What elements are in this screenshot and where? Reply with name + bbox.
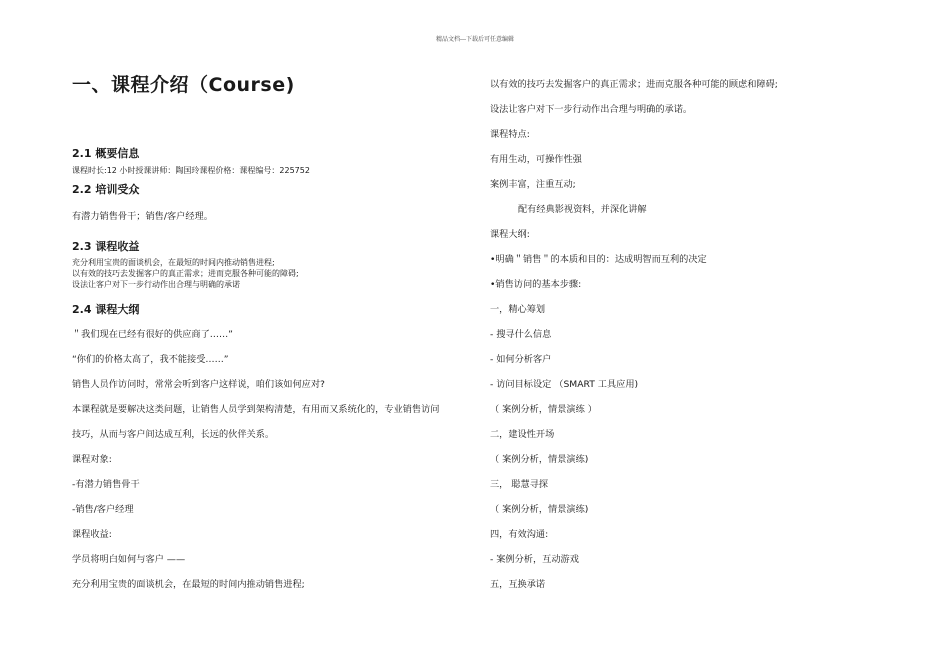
benefit-line: 充分利用宝贵的面谈机会，在最短的时间内推动销售进程; [72, 258, 275, 267]
section-2-2-heading: 2.2 培训受众 [72, 183, 140, 196]
outline-bullet: •销售访问的基本步骤: [490, 279, 582, 290]
benefit-item: 充分利用宝贵的面谈机会，在最短的时间内推动销售进程; [72, 579, 305, 590]
section-2-2-text: 有潜力销售骨干；销售/客户经理。 [72, 211, 213, 222]
paragraph-line: 技巧，从而与客户间达成互利，长远的伙伴关系。 [72, 429, 275, 440]
paragraph-line: 本课程就是要解决这类问题，让销售人员学到架构清楚，有用而又系统化的，专业销售访问 [72, 404, 440, 415]
paragraph-line: 销售人员作访问时，常常会听到客户这样说，咱们该如何应对? [72, 379, 325, 390]
outline-subitem: - 如何分析客户 [490, 354, 552, 365]
outline-subitem: - 案例分析，互动游戏 [490, 554, 579, 565]
feature-item: 配有经典影视资料，并深化讲解 [518, 204, 647, 215]
outline-bullet: •明确＂销售＂的本质和目的：达成明智而互利的决定 [490, 254, 707, 265]
benefit-line: 以有效的技巧去发掘客户的真正需求；进而克服各种可能的障碍; [72, 269, 299, 278]
outline-step: 五，互换承诺 [490, 579, 546, 590]
outline-step: 二，建设性开场 [490, 429, 555, 440]
benefit-label: 课程收益: [72, 529, 112, 540]
page-title: 一、课程介绍（Course) [72, 74, 295, 96]
feature-item: 有用生动，可操作性强 [490, 154, 582, 165]
page-header-note: 精品文档---下载后可任意编辑 [435, 36, 515, 43]
outline-note: （ 案例分析，情景演练 ） [490, 404, 597, 415]
outline-subitem: - 访问目标设定 （SMART 工具应用) [490, 379, 639, 390]
features-label: 课程特点: [490, 129, 530, 140]
section-2-3-benefits [72, 257, 299, 290]
right-line: 以有效的技巧去发掘客户的真正需求；进而克服各种可能的顾虑和障碍; [490, 79, 778, 90]
quote-line: ＂我们现在已经有很好的供应商了……” [72, 329, 233, 340]
audience-item: -有潜力销售骨干 [72, 479, 140, 490]
section-2-3-heading: 2.3 课程收益 [72, 240, 140, 253]
outline-step: 一，精心筹划 [490, 304, 546, 315]
section-2-1-info: 课程时长:12 小时授课讲师：陶国玲课程价格：课程编号：225752 [72, 166, 310, 175]
section-2-4-heading: 2.4 课程大纲 [72, 303, 140, 316]
audience-label: 课程对象: [72, 454, 112, 465]
outline-subitem: - 搜寻什么信息 [490, 329, 552, 340]
outline-note: （ 案例分析，情景演练) [490, 454, 589, 465]
section-2-1-heading: 2.1 概要信息 [72, 147, 140, 160]
outline-step: 四，有效沟通: [490, 529, 549, 540]
benefit-line: 设法让客户对下一步行动作出合理与明确的承诺 [72, 280, 240, 289]
benefit-item: 学员将明白如何与客户 —— [72, 554, 186, 565]
quote-line: “你们的价格太高了，我不能接受……” [72, 354, 229, 365]
feature-item: 案例丰富，注重互动; [490, 179, 576, 190]
outline-label: 课程大纲: [490, 229, 530, 240]
outline-note: （ 案例分析，情景演练) [490, 504, 589, 515]
right-line: 设法让客户对下一步行动作出合理与明确的承诺。 [490, 104, 693, 115]
outline-step: 三， 聪慧寻探 [490, 479, 549, 490]
audience-item: -销售/客户经理 [72, 504, 134, 515]
